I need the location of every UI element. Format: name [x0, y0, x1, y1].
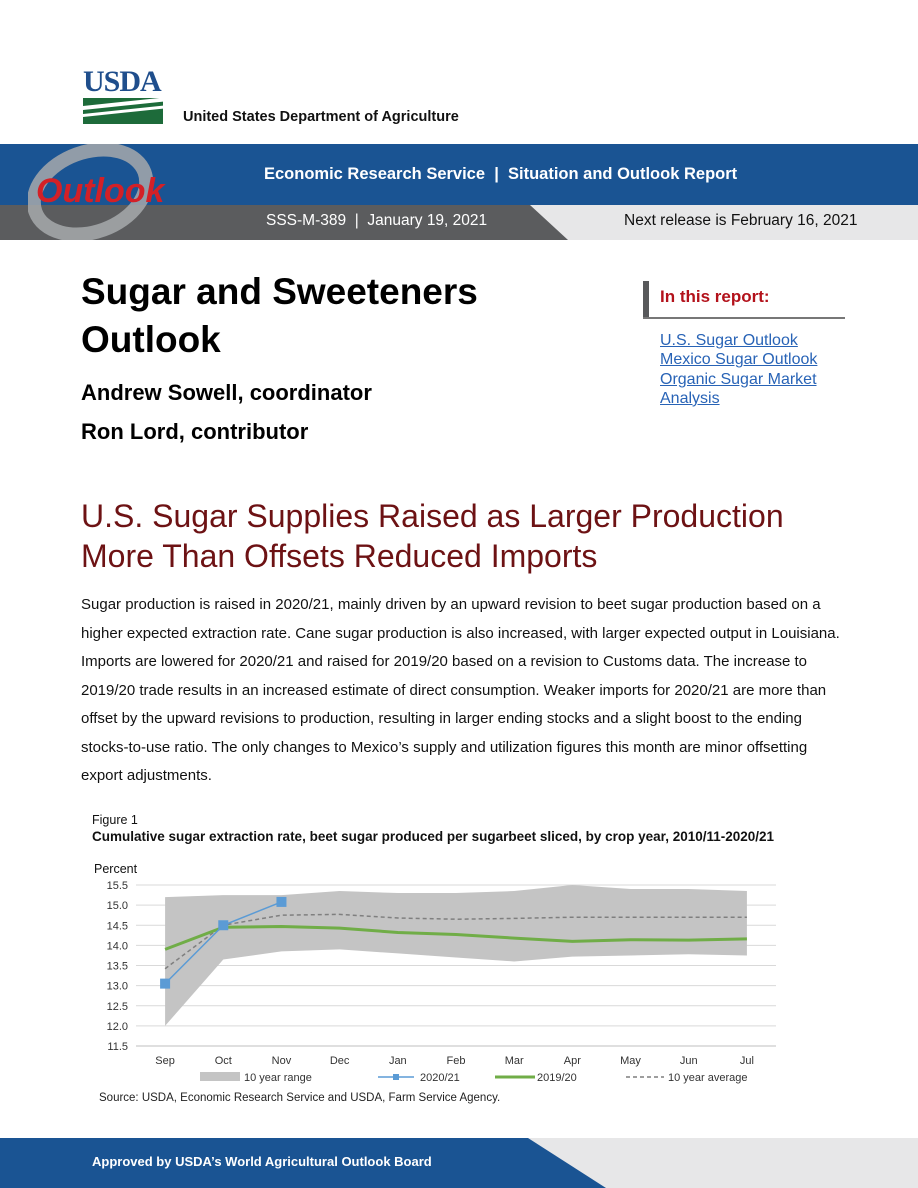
- headline-line-1: U.S. Sugar Supplies Raised as Larger Production: [81, 498, 784, 534]
- figure-unit: Percent: [94, 862, 138, 876]
- x-tick-label: Feb: [446, 1055, 466, 1067]
- data-point: [276, 897, 286, 907]
- title-line-1: Sugar and Sweeteners: [81, 271, 478, 312]
- headline-line-2: More Than Offsets Reduced Imports: [81, 538, 598, 574]
- body-paragraph: Sugar production is raised in 2020/21, mainly driven by an upward revision to beet sugar production based on a higher expected extraction rate. Cane sugar production is also increased, with larger expected output in Louisiana. Imports are lowered for 2020/21 and raised for 2019/20 based on a revision to Customs data. The increase to 2019/20 trade results in an increased estimate of direct consumption. Weaker imports for 2020/21 are more than offset by the upward revisions to production, resulting in larger ending stocks and a slight boost to the ending stocks-to-use ratio. The only changes to Mexico’s supply and utilization figures this month are minor offsetting export adjustments.: [81, 596, 840, 784]
- y-tick-label: 12.0: [106, 1020, 128, 1033]
- x-tick-label: Jun: [679, 1055, 698, 1067]
- x-tick-label: Oct: [214, 1055, 232, 1067]
- x-tick-label: Apr: [563, 1055, 581, 1067]
- extraction-rate-chart: [80, 874, 780, 1089]
- x-tick-label: Mar: [504, 1055, 524, 1067]
- data-point: [218, 920, 228, 930]
- y-tick-label: 15.0: [106, 900, 128, 913]
- range-band: [165, 885, 747, 1026]
- data-point: [160, 979, 170, 989]
- y-tick-label: 15.5: [106, 880, 128, 892]
- legend-swatch: [200, 1072, 240, 1081]
- title-line-2: Outlook: [81, 319, 221, 360]
- legend-label: 2020/21: [420, 1072, 460, 1084]
- report-divider: [643, 317, 845, 319]
- outlook-logo-text: Outlook: [36, 172, 165, 210]
- link-us-sugar-outlook[interactable]: U.S. Sugar Outlook: [660, 332, 798, 349]
- coordinator: Andrew Sowell, coordinator: [81, 380, 372, 405]
- y-tick-label: 12.5: [106, 1000, 128, 1013]
- y-tick-label: 13.0: [106, 980, 128, 993]
- agency-name: United States Department of Agriculture: [183, 109, 459, 125]
- next-release: Next release is February 16, 2021: [624, 212, 858, 229]
- usda-logo-text: USDA: [83, 65, 161, 98]
- legend-marker: [393, 1074, 399, 1080]
- y-tick-label: 13.5: [106, 960, 128, 973]
- contributor: Ron Lord, contributor: [81, 419, 309, 444]
- outlook-logo: [28, 144, 188, 240]
- report-accent-bar: [643, 281, 649, 317]
- legend-label: 10 year average: [668, 1072, 748, 1084]
- figure-label: Figure 1: [92, 813, 138, 827]
- legend-label: 2019/20: [537, 1072, 577, 1084]
- x-tick-label: May: [620, 1055, 641, 1067]
- link-mexico-sugar-outlook[interactable]: Mexico Sugar Outlook: [660, 351, 818, 369]
- usda-logo: [83, 65, 163, 124]
- y-tick-label: 11.5: [107, 1041, 128, 1053]
- x-tick-label: Jul: [739, 1055, 754, 1067]
- banner-title: Economic Research Service | Situation and Outlook Report: [264, 165, 738, 183]
- x-tick-label: Jan: [388, 1055, 407, 1067]
- y-tick-label: 14.0: [106, 940, 128, 953]
- x-tick-label: Nov: [271, 1055, 292, 1067]
- issue-info: SSS-M-389 | January 19, 2021: [266, 212, 488, 229]
- link-organic-sugar-market[interactable]: Organic Sugar Market: [660, 370, 817, 388]
- link-analysis[interactable]: Analysis: [660, 389, 720, 407]
- report-links: [660, 331, 850, 408]
- y-tick-label: 14.5: [106, 920, 128, 933]
- footer-text: Approved by USDA’s World Agricultural Outlook Board: [92, 1154, 432, 1169]
- figure-source: Source: USDA, Economic Research Service and USDA, Farm Service Agency.: [99, 1092, 501, 1104]
- usda-logo-mark: [83, 98, 163, 124]
- figure-title: Cumulative sugar extraction rate, beet sugar produced per sugarbeet sliced, by crop year, 2010/11-2020/21: [92, 829, 775, 844]
- report-heading: In this report:: [660, 287, 770, 306]
- x-tick-label: Sep: [155, 1055, 175, 1067]
- legend-label: 10 year range: [244, 1072, 312, 1084]
- x-tick-label: Dec: [329, 1055, 350, 1067]
- page-title: [81, 268, 561, 364]
- headline: [81, 496, 841, 576]
